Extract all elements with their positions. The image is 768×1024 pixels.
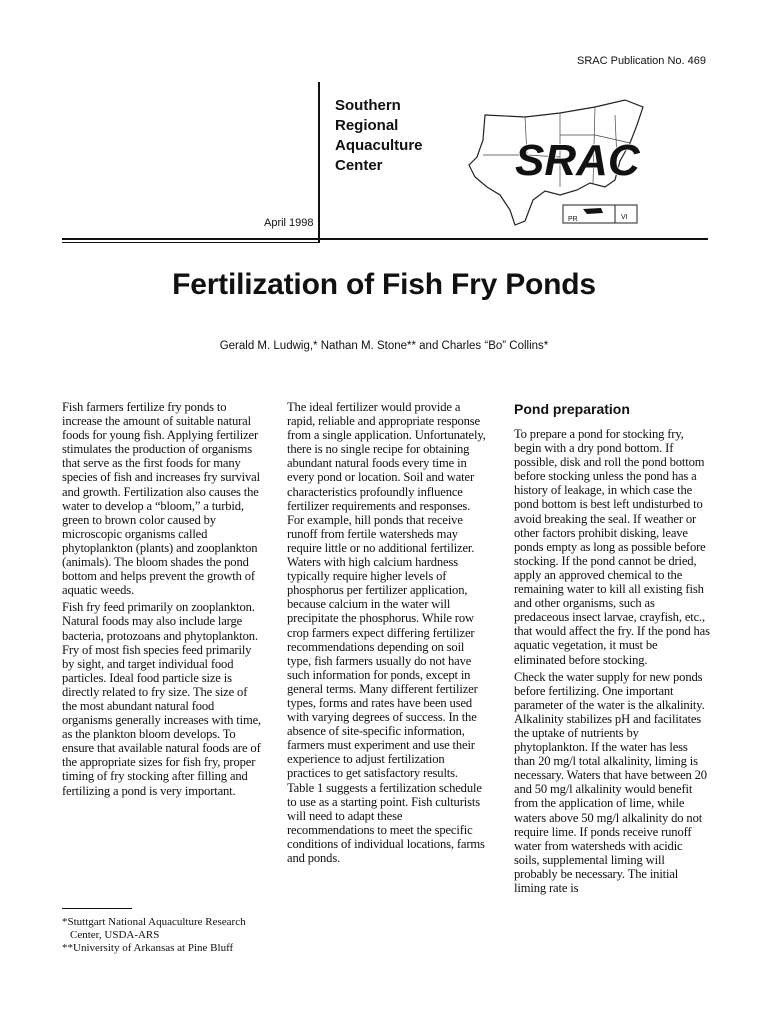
header-vertical-rule xyxy=(318,82,320,242)
paragraph: Check the water supply for new ponds before fertilizing. One important parameter of the water is the alkalinity. Alkalinity stabilizes pH and facilitates the uptake of nutrients by phytoplankton. If the water has less than 20 mg/l total alkalinity, liming is necessary. Waters that have between 20 and 50 mg/l alkalinity would benefit from the application of lime, while waters above 50 mg/l alkalinity do not require lime. If ponds receive runoff water from watersheds with acidic soils, supplemental liming will probably be necessary. The initial liming rate is xyxy=(514,669,707,895)
column-3 xyxy=(514,427,710,898)
center-name-line: Aquaculture xyxy=(335,137,423,154)
publication-date: April 1998 xyxy=(264,217,314,229)
virgin-islands-label: VI xyxy=(621,214,628,221)
srac-logo xyxy=(465,95,655,235)
center-name-line: Regional xyxy=(335,117,399,134)
center-name-line: Southern xyxy=(335,97,401,114)
puerto-rico-shape xyxy=(583,208,603,214)
header-horizontal-rule-thin xyxy=(62,242,320,243)
paragraph: Fish fry feed primarily on zooplankton. Natural foods may also include large bacteria, protozoans and phytoplankton. Fry of most fish species feed primarily by sight, and target individual food particles. Ideal food particle size is directly related to fry size. The size of the most abundant natural food organisms generally increases with time, as the plankton bloom develops. To ensure that available natural foods are of the appropriate sizes for fish fry, proper timing of fry stocking after filling and fertilizing a pond is very important. xyxy=(62,600,262,798)
page-title: Fertilization of Fish Fry Ponds xyxy=(172,268,596,301)
footnote: **University of Arkansas at Pine Bluff xyxy=(62,942,234,954)
puerto-rico-label: PR xyxy=(568,216,578,223)
publication-number: SRAC Publication No. 469 xyxy=(576,55,706,67)
paragraph: Fish farmers fertilize fry ponds to increase the amount of suitable natural foods for young fish. Applying fertilizer stimulates the production of organisms that serve as the first foods for many species of fish and increases fry survival and growth. Fertilization also causes the water to develop a “bloom,” a turbid, green to brown color caused by microscopic organisms called phytoplankton (plants) and zooplankton (animals). The bloom shades the pond bottom and helps prevent the growth of aquatic weeds. xyxy=(62,400,260,598)
column-2 xyxy=(287,400,487,868)
paragraph: The ideal fertilizer would provide a rapid, reliable and appropriate response from a single application. Unfortunately, there is no single recipe for obtaining abundant natural foods every time in every pond or location. Soil and water characteristics profoundly influence fertilizer requirements and responses. For example, hill ponds that receive runoff from fertile watersheds may require little or no additional fertilizer. Waters with high calcium hardness typically require higher levels of phosphorus per fertilizer application, because calcium in the water will precipitate the phosphorus. While row crop farmers expect differing fertilizer recommendations depending on soil type, fish farmers usually do not have such information for ponds, except in general terms. Many different fertilizer types, forms and rates have been used with varying degrees of success. In the absence of site-specific information, farmers must experiment and use their experience to adjust fertilization practices to get satisfactory results. Table 1 suggests a fertilization schedule to use as a starting point. Fish culturists will need to adapt these recommendations to meet the specific conditions of individual locations, farms and ponds. xyxy=(287,400,486,865)
logo-text: SRAC xyxy=(515,136,640,185)
header-horizontal-rule xyxy=(62,238,708,240)
authors: Gerald M. Ludwig,* Nathan M. Stone** and Charles “Bo” Collins* xyxy=(219,340,549,352)
center-name xyxy=(335,96,423,176)
column-1 xyxy=(62,400,262,801)
footnote: *Stuttgart National Aquaculture Research xyxy=(62,916,246,928)
footnote-rule xyxy=(62,908,132,909)
footnote: Center, USDA-ARS xyxy=(70,929,160,941)
paragraph: To prepare a pond for stocking fry, begin with a dry pond bottom. If possible, disk and roll the pond bottom before stocking unless the pond has a history of leakage, in which case the pond bottom is best left undisturbed to avoid breaking the seal. If weather or other factors prohibit disking, leave ponds empty as long as possible before stocking. If the pond cannot be dried, apply an approved chemical to the remaining water to kill all existing fish and other organisms, such as predaceous insect larvae, crayfish, etc., that would affect the fry. If the pond has aquatic vegetation, it must be eliminated before stocking. xyxy=(514,427,710,667)
footnotes xyxy=(62,916,272,955)
section-heading: Pond preparation xyxy=(514,401,630,417)
center-name-line: Center xyxy=(335,157,383,174)
